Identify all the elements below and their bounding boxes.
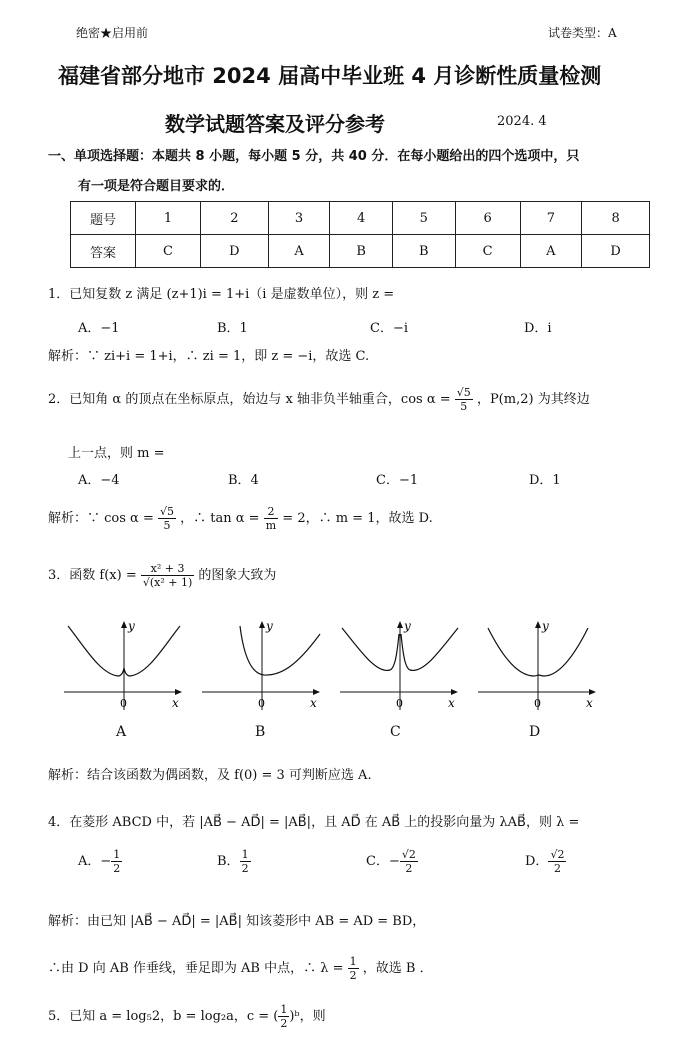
table-cell: 3 [268,202,330,235]
table-cell: C [136,235,201,268]
q2-stem-b: ，P(m,2) 为其终边 [476,392,590,407]
graph-label-b: B [255,724,266,740]
q4-option-b [217,848,251,875]
x-axis-arrow [175,689,182,695]
q1-option-b: B．1 [217,321,248,336]
graph-label-a: A [116,724,127,740]
option-label: A． [78,854,101,869]
table-row-answers [71,235,650,268]
q2-stem [48,386,590,413]
q2-analysis-b: ，∴ tan α = [180,511,260,526]
option-label: D． [525,854,549,869]
q3-stem-a: 3．函数 f(x) = [48,568,137,583]
axis-label-x: x [448,696,455,710]
fraction-denominator: 2 [405,862,413,875]
graph-a [60,618,188,713]
curve [240,626,320,675]
y-axis-arrow [121,621,127,628]
q3-stem-b: 的图象大致为 [198,568,277,583]
fraction-denominator: 2 [113,862,121,875]
table-cell: A [520,235,582,268]
fraction-denominator: 5 [460,400,468,413]
y-axis-arrow [397,621,403,628]
origin-label: 0 [396,697,403,710]
table-cell: 4 [330,202,393,235]
fraction-denominator: 2 [280,1017,288,1030]
q5-stem-fraction [278,1003,289,1030]
q3-stem-fraction [141,562,194,589]
q5-stem-b: )ᵇ，则 [289,1009,326,1024]
axis-label-y: y [266,619,273,633]
fraction-numerator: 1 [349,955,357,968]
option-sign: − [388,854,400,869]
q4-analysis-line2 [48,955,433,982]
y-axis-arrow [535,621,541,628]
q2-stem-a: 2．已知角 α 的顶点在坐标原点，始边与 x 轴非负半轴重合，cos α = [48,392,451,407]
axis-label-y: y [128,619,135,633]
graph-c [336,618,464,713]
option-fraction [240,848,251,875]
q2-analysis [48,505,433,532]
table-cell: D [200,235,268,268]
section-heading-line2: 有一项是符合题目要求的． [78,179,235,194]
axis-label-y: y [542,619,549,633]
page-subtitle: 数学试题答案及评分参考 [165,112,385,136]
q2-analysis-fraction-1 [158,505,176,532]
q2-stem-fraction [455,386,473,413]
fraction-numerator: √5 [456,386,471,399]
fraction-numerator: 1 [280,1003,288,1016]
q4-option-d [525,848,566,875]
table-cell: 6 [455,202,520,235]
table-cell: 2 [200,202,268,235]
fraction-numerator: 1 [241,848,249,861]
q2-option-d: D．1 [529,473,561,488]
q4-stem: 4．在菱形 ABCD 中，若 |AB⃗ − AD⃗| = |AB⃗|，且 AD⃗ 在 AB⃗ 上的投影向量为 λAB⃗，则 λ = [48,815,580,830]
q5-stem [48,1003,326,1030]
option-label: C． [366,854,389,869]
origin-label: 0 [120,697,127,710]
table-cell: A [268,235,330,268]
graph-b [198,618,326,713]
fraction-denominator: 2 [349,969,357,982]
q2-stem-line2: 上一点，则 m = [68,446,165,461]
q2-option-c: C．−1 [376,473,419,488]
option-fraction [111,848,122,875]
x-axis-arrow [589,689,596,695]
q1-stem: 1．已知复数 z 满足 (z+1)i = 1+i（i 是虚数单位），则 z = [48,287,395,302]
answer-table [70,201,650,268]
q5-stem-a: 5．已知 a = log₅2，b = log₂a，c = ( [48,1009,279,1024]
q1-option-c: C．−i [370,321,408,336]
table-header-number: 题号 [71,202,136,235]
q4-analysis2-a: ∴由 D 向 AB 作垂线，垂足即为 AB 中点，∴ λ = [48,961,344,976]
table-header-answer: 答案 [71,235,136,268]
table-cell: D [582,235,650,268]
page-title: 福建省部分地市 2024 届高中毕业班 4 月诊断性质量检测 [58,64,602,88]
x-axis-arrow [451,689,458,695]
axis-label-x: x [172,696,179,710]
axis-label-x: x [310,696,317,710]
q4-analysis-line1: 解析：由已知 |AB⃗ − AD⃗| = |AB⃗| 知该菱形中 AB = AD = BD， [48,914,426,929]
table-cell: B [330,235,393,268]
q2-option-b: B．4 [228,473,259,488]
fraction-numerator: √2 [550,848,565,861]
q2-analysis-fraction-2 [264,505,278,532]
option-fraction [400,848,418,875]
q2-analysis-a: 解析：∵ cos α = [48,511,154,526]
header-paper-type: 试卷类型：A [548,26,617,40]
fraction-numerator: √2 [401,848,416,861]
fraction-numerator: √5 [160,505,175,518]
table-cell: 8 [582,202,650,235]
option-label: B． [217,854,240,869]
table-cell: C [455,235,520,268]
origin-label: 0 [534,697,541,710]
header-confidential: 绝密★启用前 [76,26,149,40]
q1-analysis: 解析：∵ zi+i = 1+i，∴ zi = 1，即 z = −i，故选 C. [48,349,370,364]
fraction-denominator: 2 [553,862,561,875]
q4-analysis2-b: ，故选 B ． [362,961,433,976]
axis-label-y: y [404,619,411,633]
q2-analysis-c: = 2，∴ m = 1，故选 D. [282,511,433,526]
table-cell: 7 [520,202,582,235]
q2-option-a: A．−4 [78,473,120,488]
axis-label-x: x [586,696,593,710]
graph-label-c: C [390,724,401,740]
option-sign: − [100,854,112,869]
graph-label-d: D [529,724,541,740]
q3-stem [48,562,276,589]
table-cell: 1 [136,202,201,235]
q4-option-c [366,848,418,875]
origin-label: 0 [258,697,265,710]
fraction-denominator: 5 [163,519,171,532]
fraction-denominator: √(x² + 1) [142,576,193,589]
x-axis-arrow [313,689,320,695]
fraction-denominator: m [265,519,277,532]
q3-analysis: 解析：结合该函数为偶函数，及 f(0) = 3 可判断应选 A. [48,768,372,783]
q1-option-a: A．−1 [78,321,120,336]
section-heading-line1: 一、单项选择题：本题共 8 小题，每小题 5 分，共 40 分．在每小题给出的四个选项中，只 [48,149,580,164]
fraction-numerator: 1 [113,848,121,861]
table-row-numbers [71,202,650,235]
q4-analysis2-fraction [348,955,359,982]
table-cell: B [392,235,455,268]
graph-d [474,618,602,713]
fraction-numerator: 2 [264,505,278,519]
table-cell: 5 [392,202,455,235]
q4-option-a [78,848,122,875]
fraction-numerator: x² + 3 [141,562,194,576]
q1-option-d: D．i [524,321,552,336]
option-fraction [548,848,566,875]
fraction-denominator: 2 [241,862,249,875]
date: 2024. 4 [497,114,547,129]
y-axis-arrow [259,621,265,628]
